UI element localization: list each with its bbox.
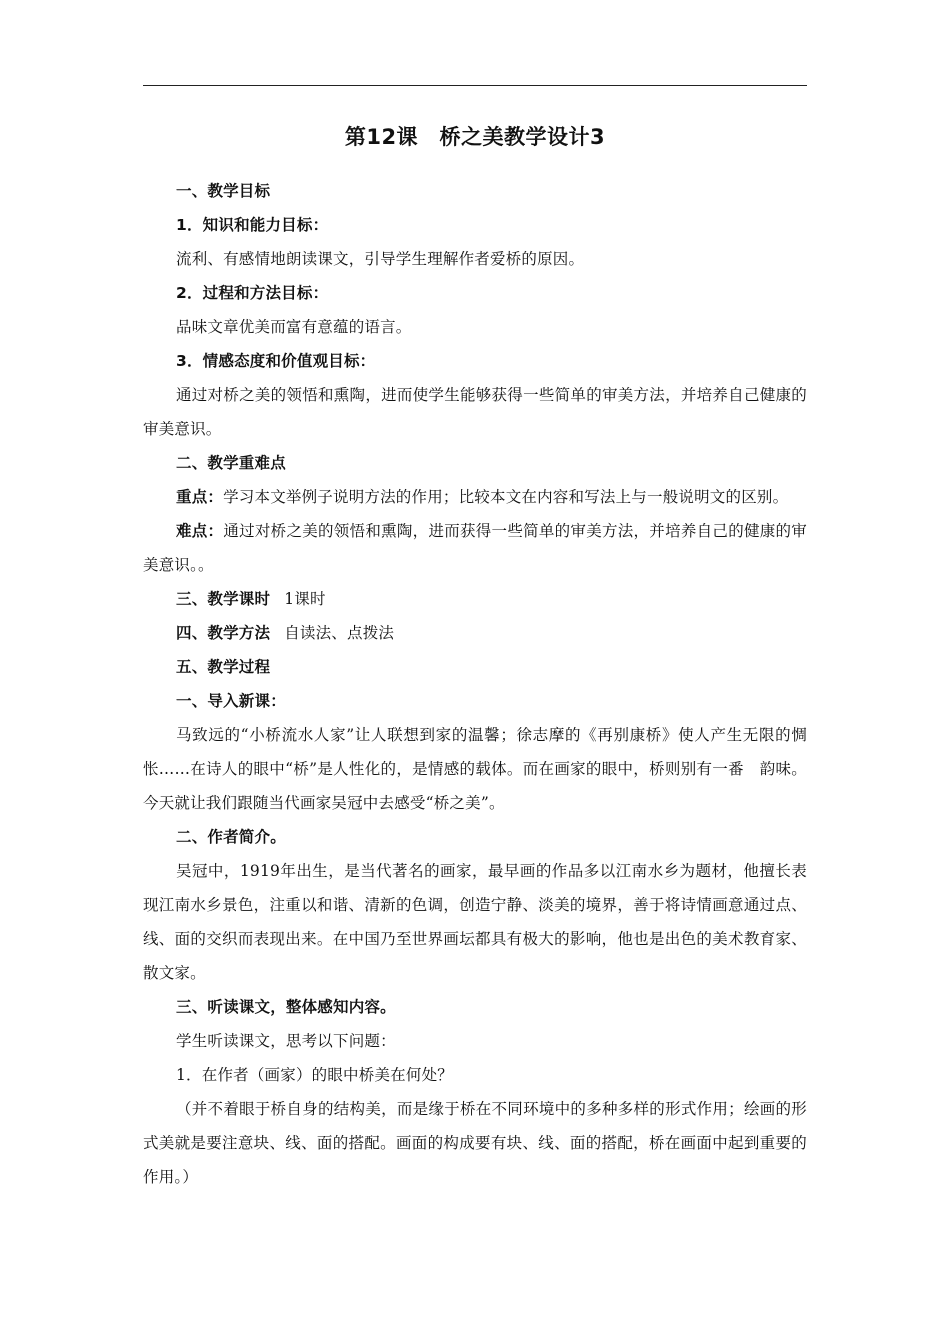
subheading-process: 2．过程和方法目标： <box>176 284 329 302</box>
paragraph-intro: 马致远的“小桥流水人家”让人联想到家的温馨；徐志摩的《再别康桥》使人产生无限的惆怅……在诗人的眼中“桥”是人性化的，是情感的载体。而在画家的眼中，桥则别有一番 韵味。今天就让我们跟随当代画家吴冠中去感受“桥之美”。 <box>143 726 807 812</box>
hours-value: 1课时 <box>284 590 326 608</box>
subheading-emotion: 3．情感态度和价值观目标： <box>176 352 376 370</box>
paragraph-knowledge: 流利、有感情地朗读课文，引导学生理解作者爱桥的原因。 <box>176 250 585 268</box>
subheading-knowledge: 1．知识和能力目标： <box>176 216 329 234</box>
subheading-author: 二、作者简介。 <box>176 828 286 846</box>
section-heading-key-points: 二、教学重难点 <box>176 454 286 472</box>
document-title: 第12课 桥之美教学设计3 <box>344 125 606 149</box>
paragraph-reading: 学生听读课文，思考以下问题： <box>176 1032 396 1050</box>
paragraph-emotion: 通过对桥之美的领悟和熏陶，进而使学生能够获得一些简单的审美方法，并培养自己健康的审美意识。 <box>143 386 807 438</box>
paragraph-focus <box>143 480 807 514</box>
header-rule <box>143 85 807 86</box>
focus-label: 重点： <box>176 488 224 506</box>
paragraph-process: 品味文章优美而富有意蕴的语言。 <box>176 318 412 336</box>
focus-text: 学习本文举例子说明方法的作用；比较本文在内容和写法上与一般说明文的区别。 <box>223 488 789 506</box>
document-body <box>143 174 807 1194</box>
subheading-intro: 一、导入新课： <box>176 692 286 710</box>
difficulty-label: 难点： <box>176 522 224 540</box>
paragraph-difficulty <box>143 514 807 582</box>
question-1: 1．在作者（画家）的眼中桥美在何处？ <box>176 1066 453 1084</box>
paragraph-method <box>143 616 807 650</box>
method-value: 自读法、点拨法 <box>284 624 395 642</box>
hours-label: 三、教学课时 <box>176 590 271 608</box>
difficulty-text: 通过对桥之美的领悟和熏陶，进而获得一些简单的审美方法，并培养自己的健康的审美意识。。 <box>143 522 808 574</box>
answer-1: （并不着眼于桥自身的结构美，而是缘于桥在不同环境中的多种多样的形式作用；绘画的形式美就是要注意块、线、面的搭配。画面的构成要有块、线、面的搭配，桥在画面中起到重要的作用。） <box>143 1100 807 1186</box>
paragraph-hours <box>143 582 807 616</box>
section-heading-process: 五、教学过程 <box>176 658 271 676</box>
paragraph-author: 吴冠中，1919年出生，是当代著名的画家，最早画的作品多以江南水乡为题材，他擅长表现江南水乡景色，注重以和谐、清新的色调，创造宁静、淡美的境界，善于将诗情画意通过点、线、面的交织而表现出来。在中国乃至世界画坛都具有极大的影响，他也是出色的美术教育家、散文家。 <box>143 862 807 982</box>
subheading-reading: 三、听读课文，整体感知内容。 <box>176 998 396 1016</box>
method-label: 四、教学方法 <box>176 624 271 642</box>
section-heading-objectives: 一、教学目标 <box>176 182 271 200</box>
